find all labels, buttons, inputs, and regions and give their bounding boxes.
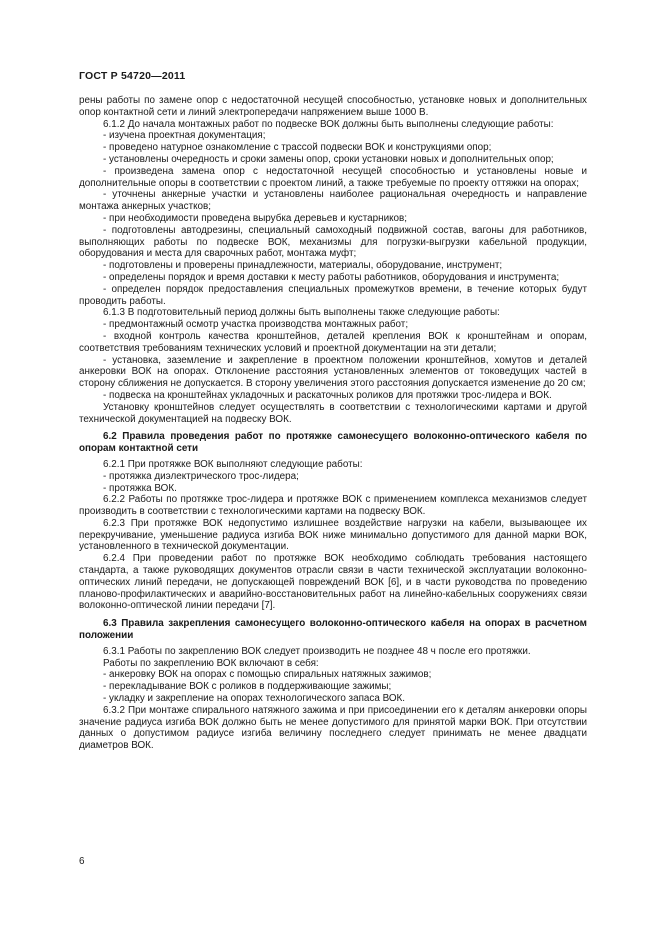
list-item: - анкеровку ВОК на опорах с помощью спиральных натяжных зажимов;: [103, 669, 432, 681]
page-number: 6: [79, 856, 85, 867]
clause-6-1-3: 6.1.3 В подготовительный период должны быть выполнены также следующие работы:: [103, 307, 500, 319]
clause-6-3-2: 6.3.2 При монтаже спирального натяжного зажима и при присоединении его к деталям анкеровки опоры значение радиуса изгиба ВОК должно быть не менее допустимого для принятой марки ВОК. При отсутствии данных о допустимом радиусе изгиба величину последнего следует принимать не менее двадцати диаметров ВОК.: [79, 704, 587, 752]
document-header: ГОСТ Р 54720—2011: [79, 70, 186, 82]
clause-6-2-2: 6.2.2 Работы по протяжке трос-лидера и протяжке ВОК с применением комплекса механизмов следует производить в соответствии с технологическими картами на подвеску ВОК.: [79, 494, 587, 518]
list-item: - при необходимости проведена вырубка деревьев и кустарников;: [103, 212, 408, 224]
list-item: - протяжка диэлектрического трос-лидера;: [103, 470, 299, 482]
list-item: - протяжка ВОК.: [103, 482, 177, 494]
paragraph: Работы по закреплению ВОК включают в себя:: [103, 657, 319, 669]
list-item: - входной контроль качества кронштейнов, деталей крепления ВОК к кронштейнам и опорам, соответствия требованиям технических условий и проектной документации на эти детали;: [79, 330, 587, 354]
clause-6-2-3: 6.2.3 При протяжке ВОК недопустимо излишнее воздействие нагрузки на кабели, вызывающее их перекручивание, уменьшение радиуса изгиба ВОК ниже минимально допустимого для данной марки ВОК, установленного в технической документации.: [79, 517, 587, 553]
list-item: - предмонтажный осмотр участка производства монтажных работ;: [103, 319, 409, 331]
clause-6-1-2: 6.1.2 До начала монтажных работ по подвеске ВОК должны быть выполнены следующие работы:: [103, 118, 554, 130]
list-item: - подготовлены автодрезины, специальный самоходный подвижной состав, вагоны для работников, выполняющих работы по подвеске ВОК, механизмы для погрузки-выгрузки кабельной продукции, оборудования и места для сварочных работ, монтажа муфт;: [79, 224, 587, 260]
clause-6-2-4: 6.2.4 При проведении работ по протяжке ВОК необходимо соблюдать требования настоящего стандарта, а также руководящих документов отрасли связи в части технической эксплуатации волоконно-оптических линий передачи, не допускающей повреждений ВОК [6], и в части руководства по проведению планово-профилактических и аварийно-восстановительных работ на линейно-кабельных сооружениях связи волоконно-оптической линии передачи [7].: [79, 553, 587, 612]
list-item: - уточнены анкерные участки и установлены наиболее рациональная очередность и направление монтажа анкерных участков;: [79, 189, 587, 213]
list-item: - установлены очередность и сроки замены опор, сроки установки новых и дополнительных опор;: [103, 153, 554, 165]
section-heading-6-3: 6.3 Правила закрепления самонесущего волоконно-оптического кабеля на опорах в расчетном положении: [79, 618, 587, 642]
paragraph: Установку кронштейнов следует осуществлять в соответствии с технологическими картами и другой технической документацией на подвеску ВОК.: [79, 401, 587, 425]
list-item: - проведено натурное ознакомление с трассой подвески ВОК и конструкциями опор;: [103, 142, 492, 154]
list-item: - подготовлены и проверены принадлежности, материалы, оборудование, инструмент;: [103, 260, 503, 272]
list-item: - перекладывание ВОК с роликов в поддерживающие зажимы;: [103, 681, 392, 693]
list-item: - установка, заземление и закрепление в проектном положении кронштейнов, хомутов и деталей анкеровки ВОК на опорах. Отклонение расстояния установленных элементов от токоведущих частей в сторону сближения не допускается. В сторону увеличения этого расстояния допускается изменение до 20 см;: [79, 354, 587, 390]
list-item: - укладку и закрепление на опорах технологического запаса ВОК.: [103, 693, 406, 705]
clause-6-3-1: 6.3.1 Работы по закреплению ВОК следует производить не позднее 48 ч после его протяжки.: [103, 645, 531, 657]
list-item: - определены порядок и время доставки к месту работы работников, оборудования и инструмента;: [103, 271, 560, 283]
document-body: [79, 95, 587, 752]
section-heading-6-2: 6.2 Правила проведения работ по протяжке самонесущего волоконно-оптического кабеля по опорам контактной сети: [79, 431, 587, 455]
list-item: - определен порядок предоставления специальных промежутков времени, в течение которых будут проводить работы.: [79, 283, 587, 307]
list-item: - произведена замена опор с недостаточной несущей способностью и установлены новые и дополнительные опоры в соответствии с проектом линий, а также требуемые по проекту оттяжки на опорах;: [79, 165, 587, 189]
list-item: - изучена проектная документация;: [103, 130, 266, 142]
clause-6-2-1: 6.2.1 При протяжке ВОК выполняют следующие работы:: [103, 458, 363, 470]
list-item: - подвеска на кронштейнах укладочных и раскаточных роликов для протяжки трос-лидера и ВОК.: [103, 389, 552, 401]
paragraph: рены работы по замене опор с недостаточной несущей способностью, установке новых и дополнительных опор контактной сети и линий электропередачи напряжением выше 1000 В.: [79, 95, 587, 118]
